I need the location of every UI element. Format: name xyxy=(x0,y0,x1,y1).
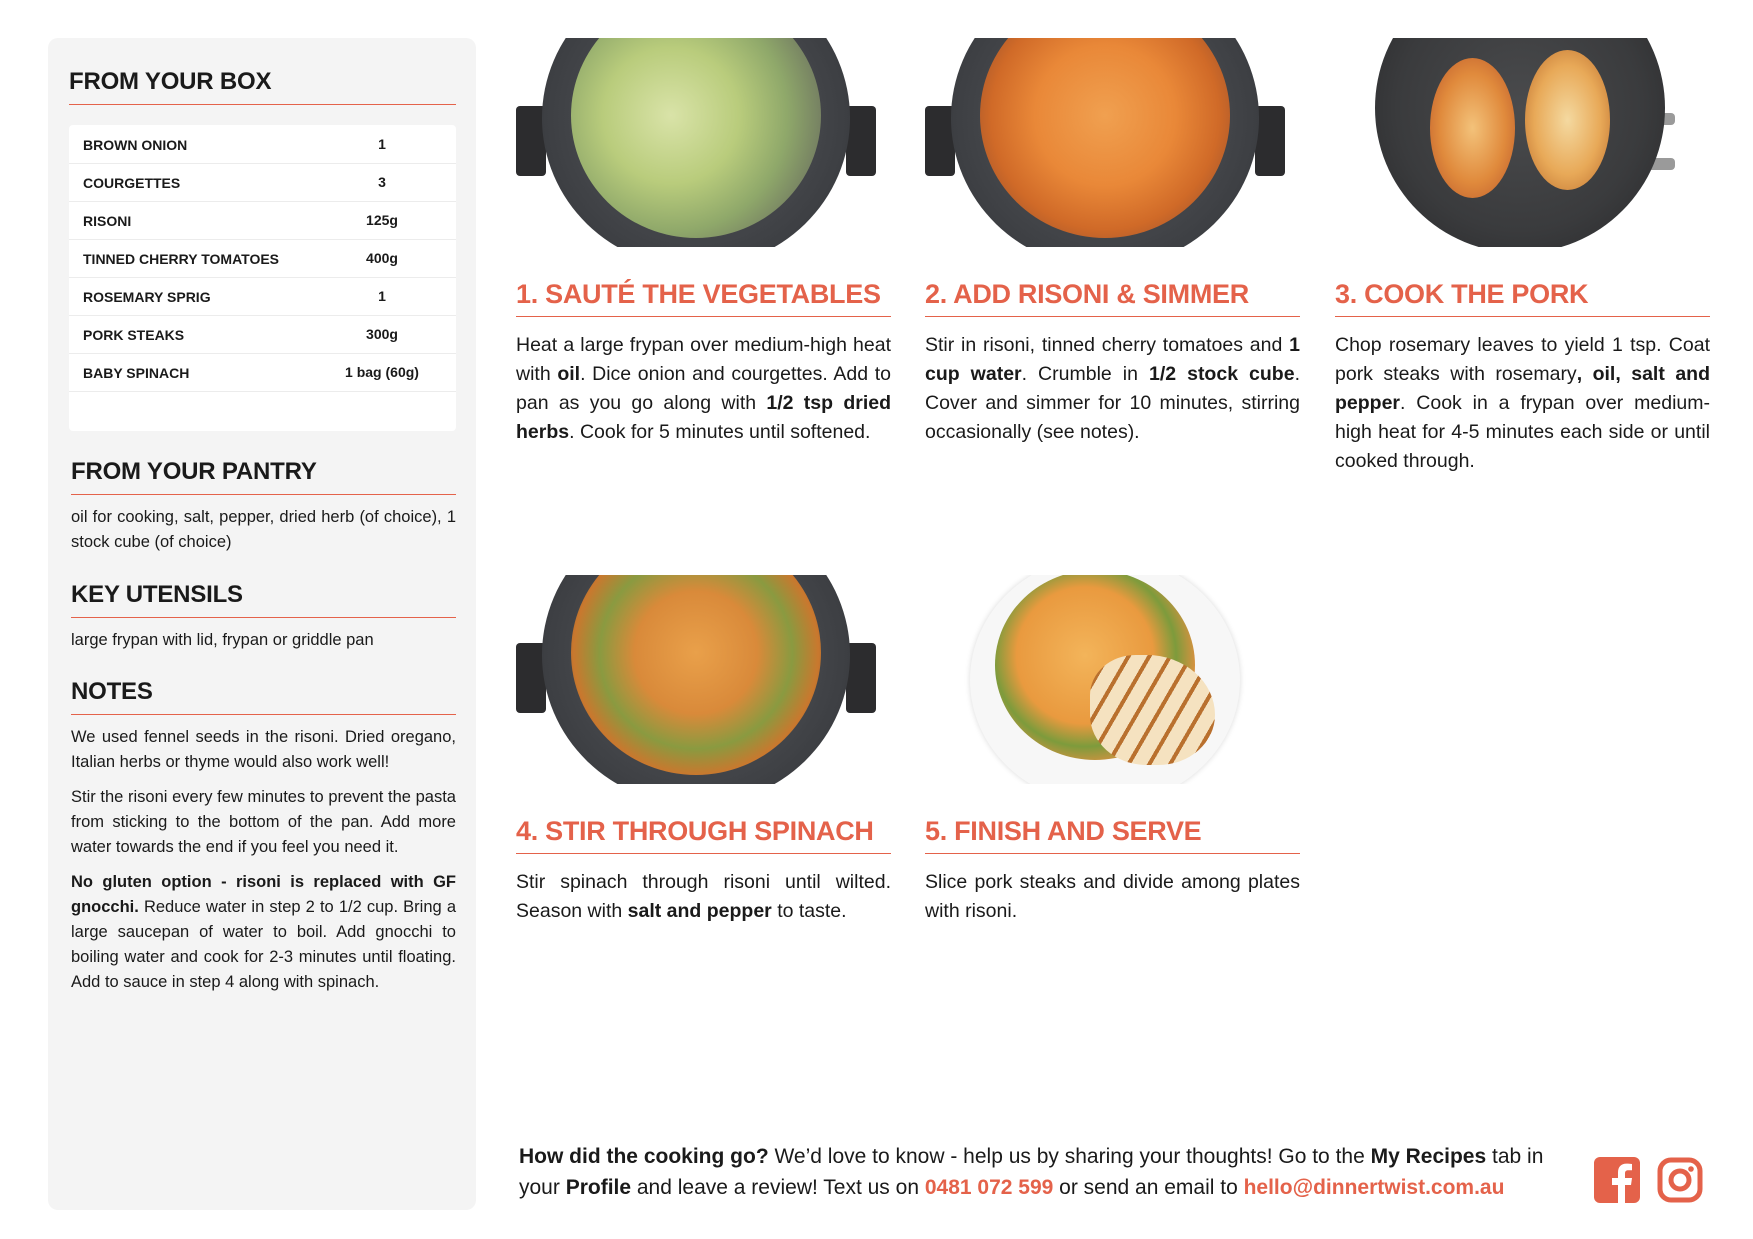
pork-steak xyxy=(1430,58,1515,198)
ingredient-row xyxy=(69,277,456,316)
step-text: Chop rosemary leaves to yield 1 tsp. Coat pork steaks with rosemary xyxy=(1335,334,1710,385)
step2-photo xyxy=(925,38,1285,247)
step-1 xyxy=(516,279,891,447)
step5-photo xyxy=(925,575,1285,784)
ingredients-table xyxy=(69,125,456,431)
step-bold: salt and pepper xyxy=(627,900,772,922)
step-text: to taste. xyxy=(771,900,847,922)
step-text: . Cover and simmer for 10 minutes, stirring occasionally (see notes). xyxy=(925,363,1300,443)
instagram-icon[interactable] xyxy=(1657,1157,1703,1203)
ingredient-qty: 1 xyxy=(378,288,386,304)
ingredient-row xyxy=(69,315,456,354)
frypan xyxy=(1375,38,1665,247)
pantry-text: oil for cooking, salt, pepper, dried herb (of choice), 1 stock cube (of choice) xyxy=(71,508,456,551)
step-3 xyxy=(1335,279,1710,476)
note-gluten-bold: No gluten option - risoni is replaced with GF gnocchi. xyxy=(71,873,456,916)
ingredient-name: PORK STEAKS xyxy=(83,327,185,343)
pantry-section xyxy=(71,458,456,555)
notes-title: NOTES xyxy=(71,678,456,715)
step-1-text xyxy=(516,331,891,447)
step-5 xyxy=(925,816,1300,926)
ingredient-qty: 125g xyxy=(366,212,398,228)
pork-steak xyxy=(1525,50,1610,190)
utensils-text: large frypan with lid, frypan or griddle pan xyxy=(71,631,374,649)
step-4-text xyxy=(516,868,891,926)
note-stir: Stir the risoni every few minutes to prevent the pasta from sticking to the bottom of the pan. Add more water towards the end if you feel you need it. xyxy=(71,788,456,856)
ingredient-qty: 1 bag (60g) xyxy=(345,364,419,380)
facebook-icon[interactable] xyxy=(1594,1157,1640,1203)
step-4 xyxy=(516,816,891,926)
note-gluten-text: Reduce water in step 2 to 1/2 cup. Bring a large saucepan of water to boil. Add gnocchi to boiling water and cook for 2-3 minutes until floating. Add to sauce in step 4 along with spinach. xyxy=(71,898,456,991)
step-1-title: 1. SAUTÉ THE VEGETABLES xyxy=(516,279,891,317)
footer-text: We’d love to know - help us by sharing your thoughts! Go to the xyxy=(768,1145,1371,1168)
ingredient-name: COURGETTES xyxy=(83,175,181,191)
ingredient-row xyxy=(69,201,456,240)
ingredient-row xyxy=(69,163,456,202)
my-recipes-link[interactable]: My Recipes xyxy=(1370,1145,1487,1168)
step-4-title: 4. STIR THROUGH SPINACH xyxy=(516,816,891,854)
ingredient-row xyxy=(69,125,456,164)
note-gluten xyxy=(71,870,456,995)
step-3-title: 3. COOK THE PORK xyxy=(1335,279,1710,317)
step-2-title: 2. ADD RISONI & SIMMER xyxy=(925,279,1300,317)
sidebar-panel xyxy=(48,38,476,1210)
pan-handle xyxy=(1255,106,1285,176)
utensils-title: KEY UTENSILS xyxy=(71,581,456,618)
feedback-footer xyxy=(519,1141,1579,1203)
ingredient-name: BROWN ONION xyxy=(83,137,188,153)
step-2-text xyxy=(925,331,1300,447)
step-text: Slice pork steaks and divide among plates with risoni. xyxy=(925,871,1300,922)
profile-link[interactable]: Profile xyxy=(565,1176,632,1199)
step3-photo xyxy=(1335,38,1695,247)
ingredient-qty: 400g xyxy=(366,250,398,266)
pan-handle xyxy=(846,106,876,176)
step-text: . Crumble in xyxy=(1021,363,1149,385)
from-your-box-section xyxy=(69,68,456,105)
step-2 xyxy=(925,279,1300,447)
step-bold: oil xyxy=(557,363,581,385)
footer-text: or send an email to xyxy=(1053,1176,1244,1199)
step-text: . Cook in a frypan over medium-high heat for 4-5 minutes each side or until cooked through. xyxy=(1335,392,1710,472)
step-5-text xyxy=(925,868,1300,926)
footer-text: tab in your xyxy=(519,1145,1544,1199)
ingredient-qty: 1 xyxy=(378,136,386,152)
ingredient-qty: 3 xyxy=(378,174,386,190)
step-bold: , oil, salt and pepper xyxy=(1335,363,1710,414)
step-text: Heat a large frypan over medium-high heat with xyxy=(516,334,891,385)
step-bold: 1/2 stock cube xyxy=(1148,363,1295,385)
step1-photo xyxy=(516,38,876,247)
pan-handle xyxy=(846,643,876,713)
step-text: . Cook for 5 minutes until softened. xyxy=(569,421,871,443)
ingredient-qty: 300g xyxy=(366,326,398,342)
step-text: Stir spinach through risoni until wilted. Season with xyxy=(516,871,891,922)
pantry-title: FROM YOUR PANTRY xyxy=(71,458,456,495)
ingredient-name: ROSEMARY SPRIG xyxy=(83,289,211,305)
step-5-title: 5. FINISH AND SERVE xyxy=(925,816,1300,854)
footer-text: and leave a review! Text us on xyxy=(631,1176,925,1199)
notes-section xyxy=(71,678,456,995)
ingredient-row xyxy=(69,239,456,278)
ingredient-name: BABY SPINACH xyxy=(83,365,190,381)
step-text: Stir in risoni, tinned cherry tomatoes and xyxy=(925,334,1290,356)
step4-photo xyxy=(516,575,876,784)
step-3-text xyxy=(1335,331,1710,476)
step-bold: 1/2 tsp dried herbs xyxy=(516,392,891,443)
ingredient-name: TINNED CHERRY TOMATOES xyxy=(83,251,280,267)
ingredient-row xyxy=(69,353,456,392)
phone-link[interactable]: 0481 072 599 xyxy=(924,1176,1054,1199)
utensils-section xyxy=(71,581,456,653)
note-fennel: We used fennel seeds in the risoni. Dried oregano, Italian herbs or thyme would also work well! xyxy=(71,728,456,771)
footer-question: How did the cooking go? xyxy=(519,1145,769,1168)
step-bold: 1 cup water xyxy=(925,334,1300,385)
email-link[interactable]: hello@dinnertwist.com.au xyxy=(1243,1176,1505,1199)
ingredient-name: RISONI xyxy=(83,213,132,229)
from-your-box-title: FROM YOUR BOX xyxy=(69,68,456,105)
step-text: . Dice onion and courgettes. Add to pan as you go along with xyxy=(516,363,891,414)
